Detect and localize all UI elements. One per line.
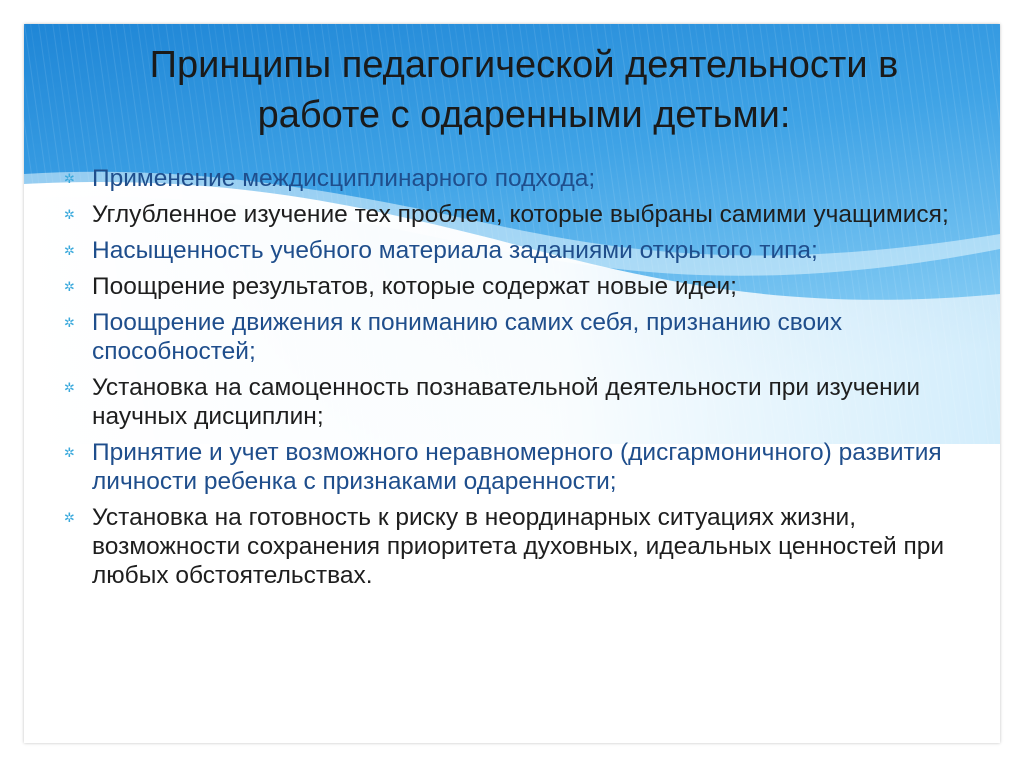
list-item-text: Установка на готовность к риску в неординарных ситуациях жизни, возможности сохранения приоритета духовных, идеальных ценностей при любых обстоятельствах.: [92, 504, 945, 589]
asterisk-bullet-icon: ✲: [64, 279, 75, 294]
asterisk-bullet-icon: ✲: [64, 243, 75, 258]
list-item-text: Углубленное изучение тех проблем, которые выбраны самими учащимися;: [92, 201, 949, 228]
asterisk-bullet-icon: ✲: [64, 445, 75, 460]
asterisk-bullet-icon: ✲: [64, 510, 75, 525]
list-item: [60, 373, 960, 431]
list-item-text: Поощрение движения к пониманию самих себя, признанию своих способностей;: [92, 309, 843, 365]
list-item: [60, 438, 960, 496]
list-item: [60, 503, 960, 590]
list-item-text: Применение междисциплинарного подхода;: [92, 165, 596, 192]
list-item: [60, 272, 960, 301]
slide: [24, 24, 1000, 743]
asterisk-bullet-icon: ✲: [64, 207, 75, 222]
slide-title: Принципы педагогической деятельности в работе с одаренными детьми:: [149, 44, 899, 136]
list-item: [60, 200, 960, 229]
list-item-text: Насыщенность учебного материала заданиями открытого типа;: [92, 237, 818, 264]
list-item-text: Принятие и учет возможного неравномерного (дисгармоничного) развития личности ребенка с признаками одаренности;: [92, 439, 942, 495]
list-item: [60, 308, 960, 366]
principles-list: [60, 164, 960, 597]
asterisk-bullet-icon: ✲: [64, 171, 75, 186]
list-item-text: Поощрение результатов, которые содержат новые идеи;: [92, 273, 737, 300]
list-item: [60, 164, 960, 193]
list-item: [60, 236, 960, 265]
asterisk-bullet-icon: ✲: [64, 380, 75, 395]
asterisk-bullet-icon: ✲: [64, 315, 75, 330]
list-item-text: Установка на самоценность познавательной деятельности при изучении научных дисциплин;: [92, 374, 921, 430]
